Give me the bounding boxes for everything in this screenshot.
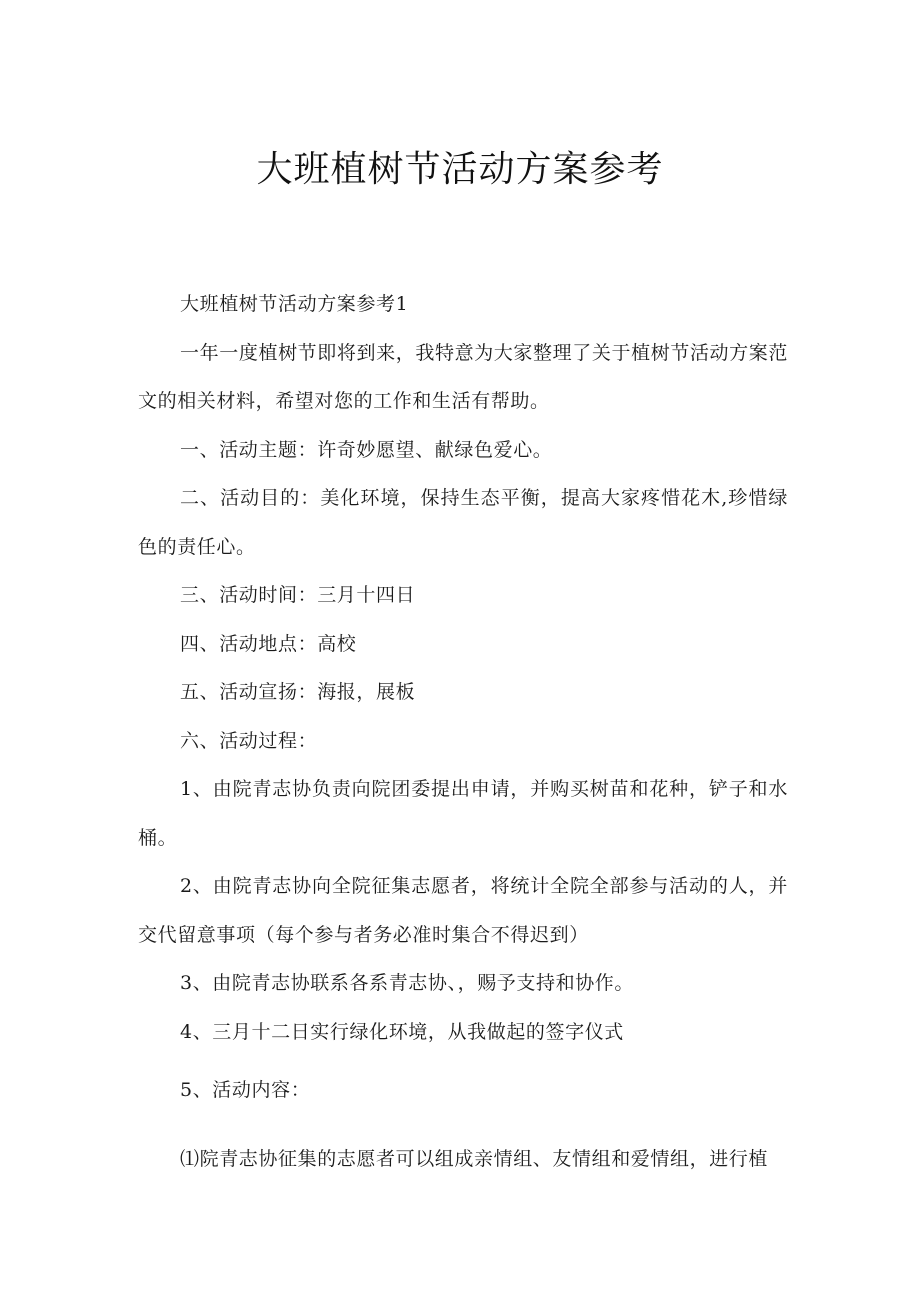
section-heading: 大班植树节活动方案参考1 [180, 293, 409, 315]
document-body [138, 280, 788, 1183]
activity-purpose: 二、活动目的：美化环境，保持生态平衡，提高大家疼惜花木,珍惜绿色的责任心。 [138, 487, 788, 558]
process-step-1: 1、由院青志协负责向院团委提出申请，并购买树苗和花种，铲子和水桶。 [138, 778, 788, 849]
intro-paragraph: 一年一度植树节即将到来，我特意为大家整理了关于植树节活动方案范文的相关材料，希望对您的工作和生活有帮助。 [138, 341, 788, 412]
activity-time: 三、活动时间：三月十四日 [180, 584, 416, 606]
activity-location: 四、活动地点：高校 [180, 632, 357, 655]
process-step-5: 5、活动内容： [180, 1079, 311, 1101]
activity-process-heading: 六、活动过程： [180, 729, 318, 752]
document-title: 大班植树节活动方案参考 [256, 149, 664, 190]
process-step-4: 4、三月十二日实行绿化环境，从我做起的签字仪式 [180, 1020, 624, 1043]
activity-publicity: 五、活动宣扬：海报，展板 [180, 681, 416, 703]
content-item-1: ⑴院青志协征集的志愿者可以组成亲情组、友情组和爱情组，进行植 [180, 1147, 769, 1170]
process-step-3: 3、由院青志协联系各系青志协、，赐予支持和协作。 [180, 972, 634, 994]
process-step-2: 2、由院青志协向全院征集志愿者，将统计全院全部参与活动的人，并交代留意事项（每个参与者务必准时集合不得迟到） [138, 875, 788, 946]
activity-theme: 一、活动主题：许奇妙愿望、献绿色爱心。 [180, 438, 553, 461]
